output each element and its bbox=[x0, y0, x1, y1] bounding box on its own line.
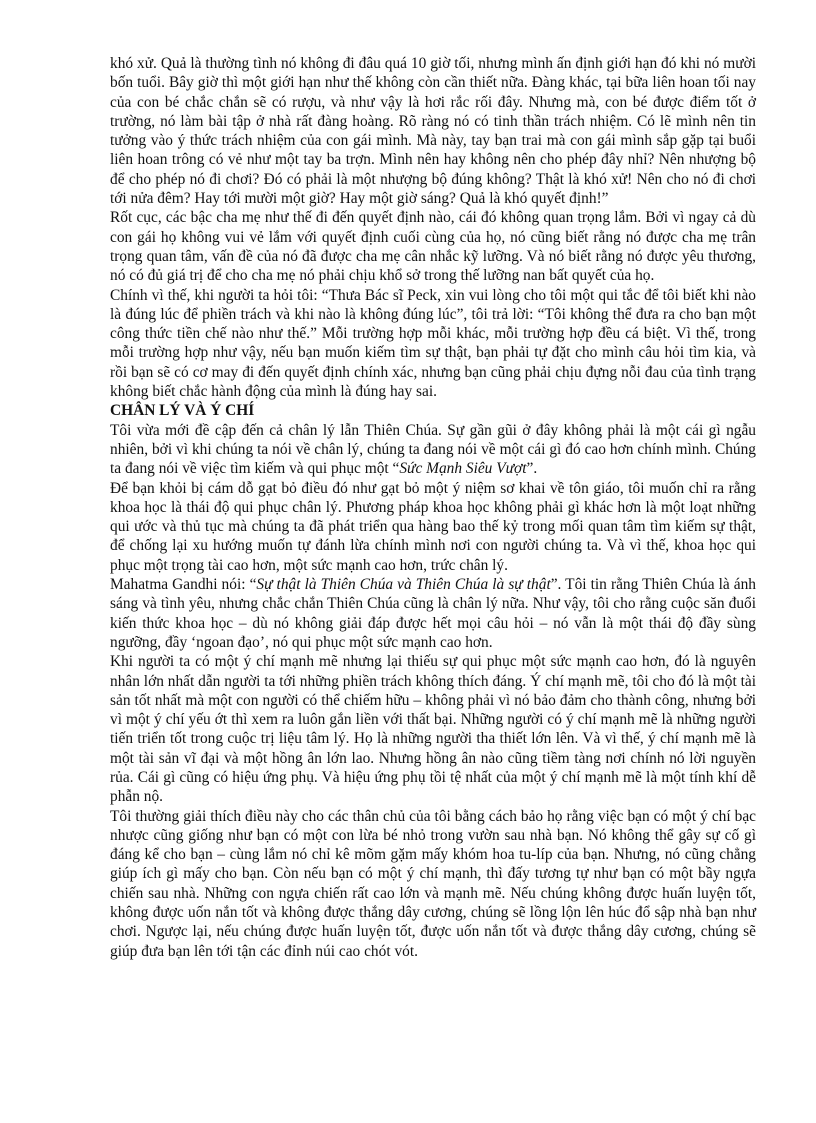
section-heading: CHÂN LÝ VÀ Ý CHÍ bbox=[110, 402, 255, 420]
gandhi-quote: Sự thật là Thiên Chúa và Thiên Chúa là sự thật bbox=[256, 576, 551, 594]
paragraph-6-text: Mahatma Gandhi nói: “ bbox=[110, 576, 257, 594]
document-page bbox=[110, 54, 756, 961]
paragraph-6 bbox=[110, 575, 756, 652]
paragraph-3: Chính vì thế, khi người ta hỏi tôi: “Thưa Bác sĩ Peck, xin vui lòng cho tôi một qui tắc để tôi biết khi nào là đúng lúc để phiền trách và khi nào là không đúng lúc”, tôi trả lời: “Tôi không thể đưa ra cho bạn một công thức tiền chế nào như thế.” Mỗi trường hợp mỗi khác, mỗi trường hợp đều cá biệt. Vì thế, trong mỗi trường hợp như vậy, nếu bạn muốn kiếm tìm sự thật, bạn phải tự đặt cho mình câu hỏi tìm kia, và rồi bạn sẽ có cơ may đi đến quyết định chính xác, nhưng bạn cũng phải chịu đựng nỗi đau của tình trạng không biết chắc hành động của mình là đúng hay sai. bbox=[110, 286, 756, 401]
paragraph-4-text: Tôi vừa mới đề cập đến cả chân lý lẫn Thiên Chúa. Sự gần gũi ở đây không phải là một cái gì ngẫu nhiên, bởi vì khi chúng ta nói về chân lý, chúng ta đang nói về một cái gì đó cao hơn chính mình. Chúng ta đang nói về việc tìm kiếm và qui phục một “ bbox=[110, 421, 756, 478]
paragraph-5: Để bạn khỏi bị cám dỗ gạt bỏ điều đó như gạt bỏ một ý niệm sơ khai về tôn giáo, tôi muốn chỉ ra rằng khoa học là thái độ qui phục chân lý. Phương pháp khoa học không phải gì khác hơn là một loạt những qui ước và thủ tục mà chúng ta đã phát triển qua hàng bao thế kỷ trong mối quan tâm tìm kiếm sự thật, để chống lại xu hướng muốn tự đánh lừa chính mình nơi con người chúng ta. Và vì thế, khoa học qui phục một trọng tài cao hơn, một sức mạnh cao hơn, trức chân lý. bbox=[110, 479, 756, 574]
paragraph-4-end: ”. bbox=[526, 460, 538, 478]
paragraph-1: khó xử. Quả là thường tình nó không đi đâu quá 10 giờ tối, nhưng mình ấn định giới hạn đó khi nó mười bốn tuổi. Bây giờ thì một giới hạn như thế không còn cần thiết nữa. Đàng khác, tại bữa liên hoan tối nay của con bé chắc chắn sẽ có rượu, và như vậy là hơi rắc rối đây. Nhưng mà, con bé được điểm tốt ở trường, nó làm bài tập ở nhà rất đàng hoàng. Rõ ràng nó có tinh thần trách nhiệm. Có lẽ mình nên tin tưởng vào ý thức trách nhiệm của con gái mình. Mà này, tay bạn trai mà con gái mình sắp gặp tại buổi liên hoan trông có vẻ như một tay ba trợn. Mình nên hay không nên cho phép đây nhỉ? Nên nhượng bộ để cho phép nó đi chơi? Đó có phải là một nhượng bộ đúng không? Thật là khó xử! Nên cho nó đi chơi tới nửa đêm? Hay tới mười một giờ? Hay một giờ sáng? Quả là khó quyết định!” bbox=[110, 55, 756, 208]
paragraph-2: Rốt cục, các bậc cha mẹ như thế đi đến quyết định nào, cái đó không quan trọng lắm. Bởi vì ngay cả dù con gái họ không vui vẻ lắm với quyết định cuối cùng của họ, nó cũng biết rằng nó được cha mẹ trân trọng quan tâm, vấn đề của nó đã được cha mẹ cân nhắc kỹ lưỡng. Và nó biết rằng nó được yêu thương, nó có đủ giá trị để cho cha mẹ nó phải chịu khổ sở trong thế lưỡng nan bất quyết của họ. bbox=[110, 209, 756, 285]
italic-phrase: Sức Mạnh Siêu Vượt bbox=[399, 460, 527, 478]
paragraph-6-end: ”. Tôi tin rằng Thiên Chúa là ánh sáng và tình yêu, nhưng chắc chắn Thiên Chúa cũng là chân lý nữa. Như vậy, tôi cho rằng cuộc săn đuổi kiến thức khoa học – dù nó không giải đáp được hết mọi câu hỏi – nó vẫn là một thái độ đầy sùng ngưỡng, đầy ‘ngoan đạo’, nó qui phục một sức mạnh cao hơn. bbox=[110, 576, 756, 651]
paragraph-4 bbox=[110, 421, 756, 479]
paragraph-7: Khi người ta có một ý chí mạnh mẽ nhưng lại thiếu sự qui phục một sức mạnh cao hơn, đó là nguyên nhân lớn nhất dẫn người ta tới những phiền trách không thích đáng. Ý chí mạnh mẽ, tôi cho đó là một tài sản tốt nhất mà một con người có thể chiếm hữu – không phải vì nó bảo đảm cho thành công, nhưng bởi vì một ý chí yếu ớt thì xem ra luôn gắn liền với thất bại. Những người có ý chí mạnh mẽ là những người tiến triển tốt trong cuộc trị liệu tâm lý. Họ là những người tha thiết lớn lên. Và vì thế, ý chí mạnh mẽ là một tài sản vĩ đại và một hồng ân lớn lao. Nhưng hồng ân nào cũng tiềm tàng nơi chính nó lời nguyền rủa. Cái gì cũng có hiệu ứng phụ. Và hiệu ứng phụ tồi tệ nhất của một ý chí mạnh mẽ là một tính khí dễ phẫn nộ. bbox=[110, 653, 756, 806]
paragraph-8: Tôi thường giải thích điều này cho các thân chủ của tôi bằng cách bảo họ rằng việc bạn có một ý chí bạc nhược cũng giống như bạn có một con lừa bé nhỏ trong vườn sau nhà bạn. Nó không thể gây sự cố gì đáng kể cho bạn – cùng lắm nó chỉ kê mõm gặm mấy khóm hoa tu-líp của bạn. Nhưng, nó cũng chẳng giúp ích gì mấy cho bạn. Còn nếu bạn có một ý chí mạnh, thì đấy tương tự như bạn có một bầy ngựa chiến sau nhà. Những con ngựa chiến rất cao lớn và mạnh mẽ. Nếu chúng không được huấn luyện tốt, không được uốn nắn tốt và không được thắng dây cương, chúng sẽ lồng lộn lên húc đổ sập nhà bạn như chơi. Ngược lại, nếu chúng được huấn luyện tốt, được uốn nắn tốt và được thắng dây cương, chúng sẽ giúp đưa bạn lên tới tận các đỉnh núi cao chót vót. bbox=[110, 807, 756, 960]
